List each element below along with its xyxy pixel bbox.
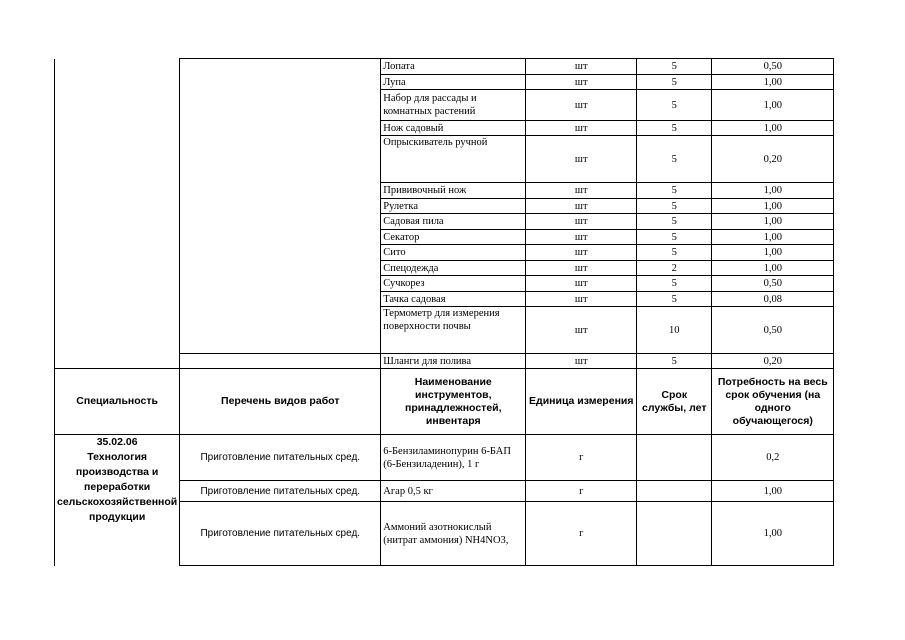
term-cell: 5 (637, 292, 712, 307)
need-cell: 1,00 (712, 90, 834, 121)
tool-name: Термометр для измерения поверхности почвы (381, 307, 526, 354)
header-unit: Единица измерения (526, 369, 637, 435)
unit-cell: шт (526, 292, 637, 307)
need-cell: 1,00 (712, 214, 834, 230)
tool-name: Лопата (381, 59, 526, 75)
need-cell: 0,20 (712, 354, 834, 369)
unit-cell: шт (526, 121, 637, 136)
specialty-cell (55, 435, 180, 566)
tool-name: Прививочный нож (381, 183, 526, 199)
need-cell: 1,00 (712, 502, 834, 566)
works-cell-blank (180, 354, 381, 369)
need-cell: 0,20 (712, 136, 834, 183)
need-cell: 0,50 (712, 276, 834, 292)
unit-cell: шт (526, 75, 637, 90)
tool-name: Сучкорез (381, 276, 526, 292)
tool-name: Нож садовый (381, 121, 526, 136)
tool-name: Лупа (381, 75, 526, 90)
need-cell: 1,00 (712, 121, 834, 136)
header-term: Срок службы, лет (637, 369, 712, 435)
need-cell: 1,00 (712, 75, 834, 90)
unit-cell: шт (526, 59, 637, 75)
need-cell: 0,50 (712, 59, 834, 75)
term-cell (637, 502, 712, 566)
term-cell: 5 (637, 183, 712, 199)
specialty-name: Технология производства и переработки сельскохозяйственной продукции (57, 451, 178, 523)
term-cell: 5 (637, 90, 712, 121)
unit-cell: шт (526, 90, 637, 121)
need-cell: 0,2 (712, 435, 834, 481)
need-cell: 1,00 (712, 245, 834, 261)
term-cell: 5 (637, 75, 712, 90)
term-cell: 5 (637, 276, 712, 292)
unit-cell: шт (526, 245, 637, 261)
unit-cell: шт (526, 183, 637, 199)
unit-cell: г (526, 435, 637, 481)
table-header-row (55, 369, 834, 435)
tool-name: Тачка садовая (381, 292, 526, 307)
term-cell: 5 (637, 230, 712, 245)
unit-cell: г (526, 502, 637, 566)
term-cell: 5 (637, 245, 712, 261)
equipment-table (54, 58, 834, 566)
need-cell: 1,00 (712, 183, 834, 199)
need-cell: 0,08 (712, 292, 834, 307)
term-cell: 5 (637, 121, 712, 136)
tool-name: Рулетка (381, 199, 526, 214)
tool-name: Спецодежда (381, 261, 526, 276)
need-cell: 1,00 (712, 481, 834, 502)
table-row (55, 435, 834, 481)
unit-cell: шт (526, 307, 637, 354)
tool-name: 6-Бензиламинопурин 6-БАП (6-Бензиладенин), 1 г (381, 435, 526, 481)
header-works: Перечень видов работ (180, 369, 381, 435)
table-row (55, 59, 834, 75)
unit-cell: шт (526, 136, 637, 183)
term-cell: 2 (637, 261, 712, 276)
term-cell: 5 (637, 136, 712, 183)
header-specialty: Специальность (55, 369, 180, 435)
unit-cell: г (526, 481, 637, 502)
tool-name: Секатор (381, 230, 526, 245)
tool-name: Аммоний азотнокислый (нитрат аммония) NH4NO3, (381, 502, 526, 566)
term-cell: 5 (637, 214, 712, 230)
unit-cell: шт (526, 276, 637, 292)
term-cell: 5 (637, 59, 712, 75)
need-cell: 1,00 (712, 261, 834, 276)
tool-name: Агар 0,5 кг (381, 481, 526, 502)
work-cell: Приготовление питательных сред. (180, 502, 381, 566)
unit-cell: шт (526, 261, 637, 276)
tool-name: Садовая пила (381, 214, 526, 230)
works-cell-blank (180, 59, 381, 354)
work-cell: Приготовление питательных сред. (180, 481, 381, 502)
work-cell: Приготовление питательных сред. (180, 435, 381, 481)
tool-name: Сито (381, 245, 526, 261)
need-cell: 1,00 (712, 199, 834, 214)
term-cell: 5 (637, 199, 712, 214)
tool-name: Опрыскиватель ручной (381, 136, 526, 183)
term-cell (637, 481, 712, 502)
unit-cell: шт (526, 214, 637, 230)
specialty-code: 35.02.06 (96, 436, 138, 448)
unit-cell: шт (526, 230, 637, 245)
specialty-cell-blank (55, 59, 180, 369)
header-tools: Наименование инструментов, принадлежностей, инвентаря (381, 369, 526, 435)
unit-cell: шт (526, 199, 637, 214)
unit-cell: шт (526, 354, 637, 369)
header-need: Потребность на весь срок обучения (на одного обучающегося) (712, 369, 834, 435)
tool-name: Набор для рассады и комнатных растений (381, 90, 526, 121)
need-cell: 0,50 (712, 307, 834, 354)
need-cell: 1,00 (712, 230, 834, 245)
term-cell: 5 (637, 354, 712, 369)
term-cell (637, 435, 712, 481)
tool-name: Шланги для полива (381, 354, 526, 369)
term-cell: 10 (637, 307, 712, 354)
